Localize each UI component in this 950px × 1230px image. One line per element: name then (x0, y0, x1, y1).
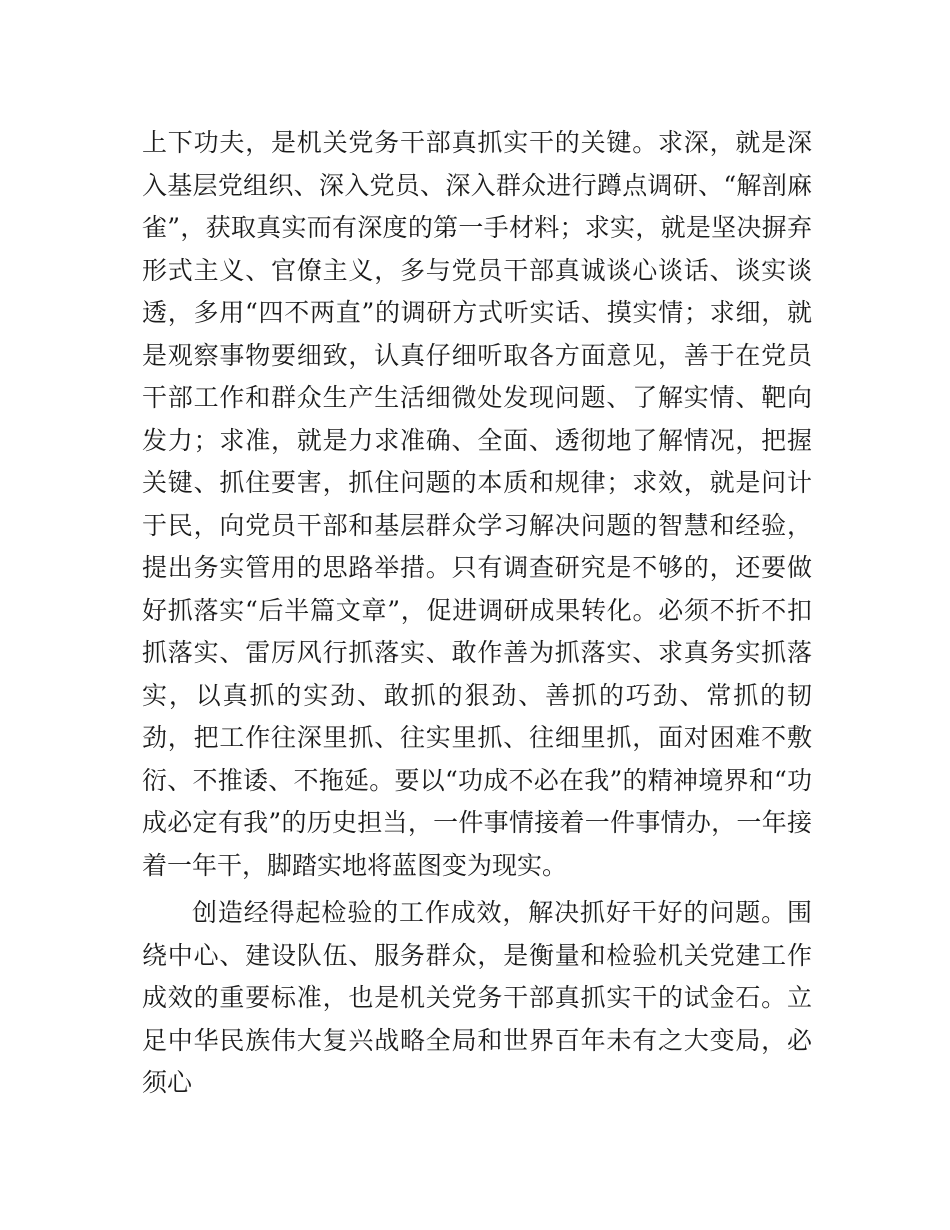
paragraph-continued: 上下功夫，是机关党务干部真抓实干的关键。求深，就是深入基层党组织、深入党员、深入群众进行蹲点调研、“解剖麻雀”，获取真实而有深度的第一手材料；求实，就是坚决摒弃形式主义、官僚主义，多与党员干部真诚谈心谈话、谈实谈透，多用“四不两直”的调研方式听实话、摸实情；求细，就是观察事物要细致，认真仔细听取各方面意见，善于在党员干部工作和群众生产生活细微处发现问题、了解实情、靶向发力；求准，就是力求准确、全面、透彻地了解情况，把握关键、抓住要害，抓住问题的本质和规律；求效，就是问计于民，向党员干部和基层群众学习解决问题的智慧和经验，提出务实管用的思路举措。只有调查研究是不够的，还要做好抓落实“后半篇文章”，促进调研成果转化。必须不折不扣抓落实、雷厉风行抓落实、敢作善为抓落实、求真务实抓落实，以真抓的实劲、敢抓的狠劲、善抓的巧劲、常抓的韧劲，把工作往深里抓、往实里抓、往细里抓，面对困难不敷衍、不推诿、不拖延。要以“功成不必在我”的精神境界和“功成必定有我”的历史担当，一件事情接着一件事情办，一年接着一年干，脚踏实地将蓝图变为现实。 (142, 128, 812, 880)
document-body (142, 122, 812, 1105)
paragraph-work-results: 创造经得起检验的工作成效，解决抓好干好的问题。围绕中心、建设队伍、服务群众，是衡量和检验机关党建工作成效的重要标准，也是机关党务干部真抓实干的试金石。立足中华民族伟大复兴战略全局和世界百年未有之大变局，必须心 (142, 898, 812, 1097)
